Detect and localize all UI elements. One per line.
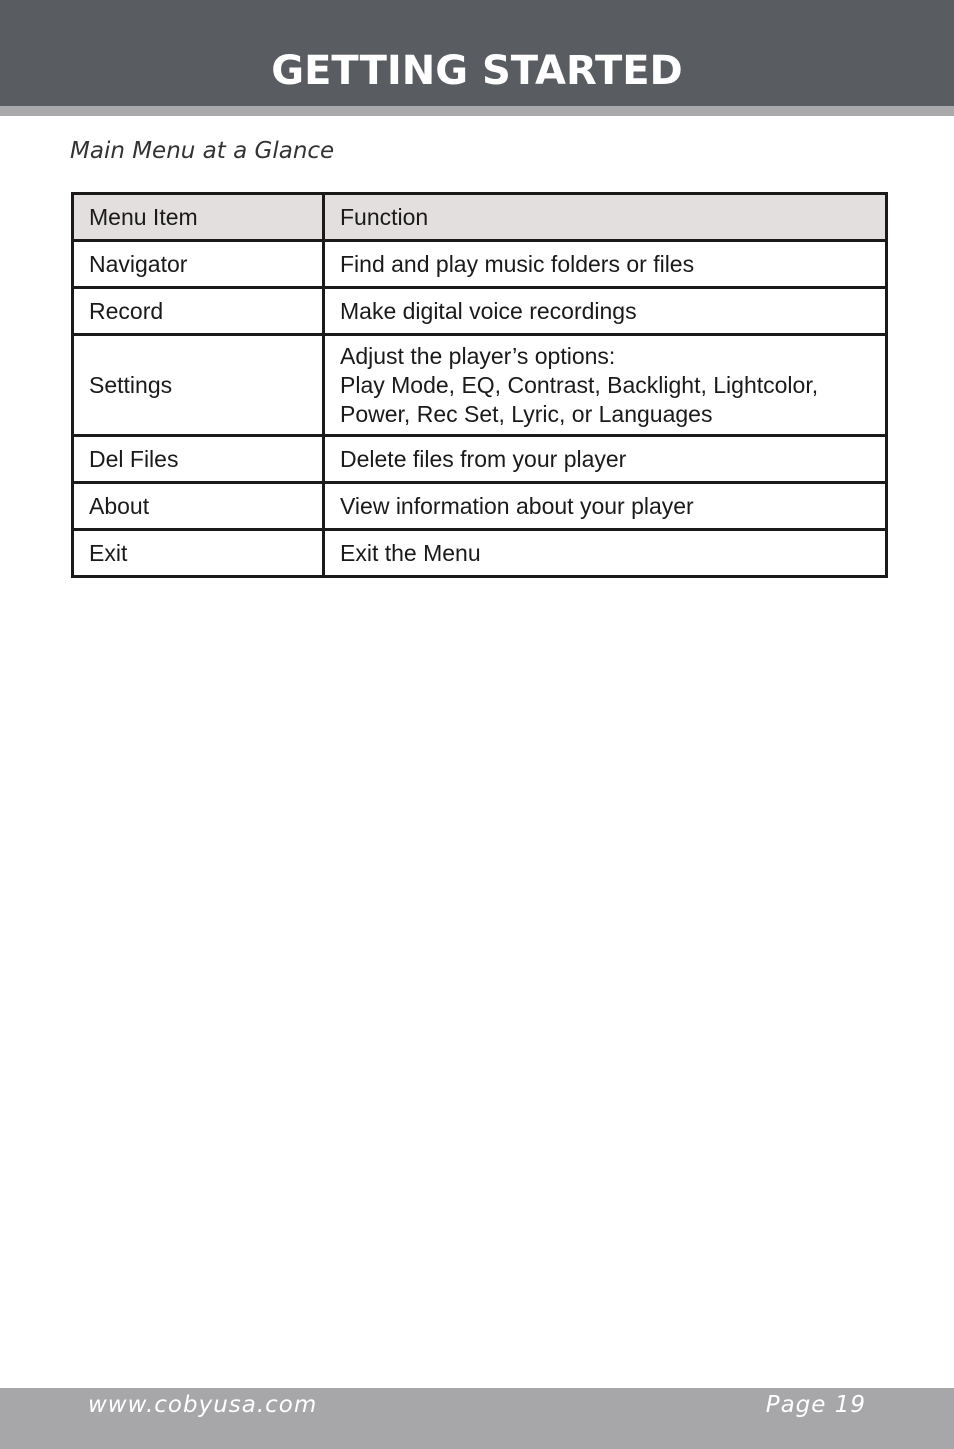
function-text: View information about your player [340, 492, 694, 519]
menu-item-cell: Exit [73, 530, 324, 577]
table-row [73, 436, 887, 483]
menu-item-cell: Settings [73, 335, 324, 436]
function-cell [324, 483, 887, 530]
page-title: GETTING STARTED [271, 48, 683, 94]
function-cell [324, 335, 887, 436]
menu-item-cell: Del Files [73, 436, 324, 483]
table-row [73, 483, 887, 530]
table-row [73, 288, 887, 335]
section-title: Main Menu at a Glance [70, 138, 335, 164]
function-text: Exit the Menu [340, 539, 481, 566]
column-header-function: Function [324, 194, 887, 241]
function-text: Make digital voice recordings [340, 297, 637, 324]
table-row [73, 241, 887, 288]
header-strip [0, 106, 954, 116]
menu-item-cell: About [73, 483, 324, 530]
function-text: Play Mode, EQ, Contrast, Backlight, Lightcolor, [340, 371, 819, 398]
footer-page-number: Page 19 [765, 1392, 866, 1418]
function-cell [324, 288, 887, 335]
function-cell [324, 241, 887, 288]
function-text: Find and play music folders or files [340, 250, 695, 277]
column-header-menu-item: Menu Item [73, 194, 324, 241]
function-text: Adjust the player’s options: [340, 342, 616, 369]
function-text: Delete files from your player [340, 445, 627, 472]
function-cell [324, 530, 887, 577]
menu-item-cell: Record [73, 288, 324, 335]
menu-item-cell: Navigator [73, 241, 324, 288]
table-row [73, 530, 887, 577]
table-row [73, 335, 887, 436]
main-menu-table [71, 192, 888, 578]
function-cell [324, 436, 887, 483]
footer-website-url: www.cobyusa.com [88, 1392, 318, 1418]
table-header-row [73, 194, 887, 241]
function-text: Power, Rec Set, Lyric, or Languages [340, 400, 713, 427]
